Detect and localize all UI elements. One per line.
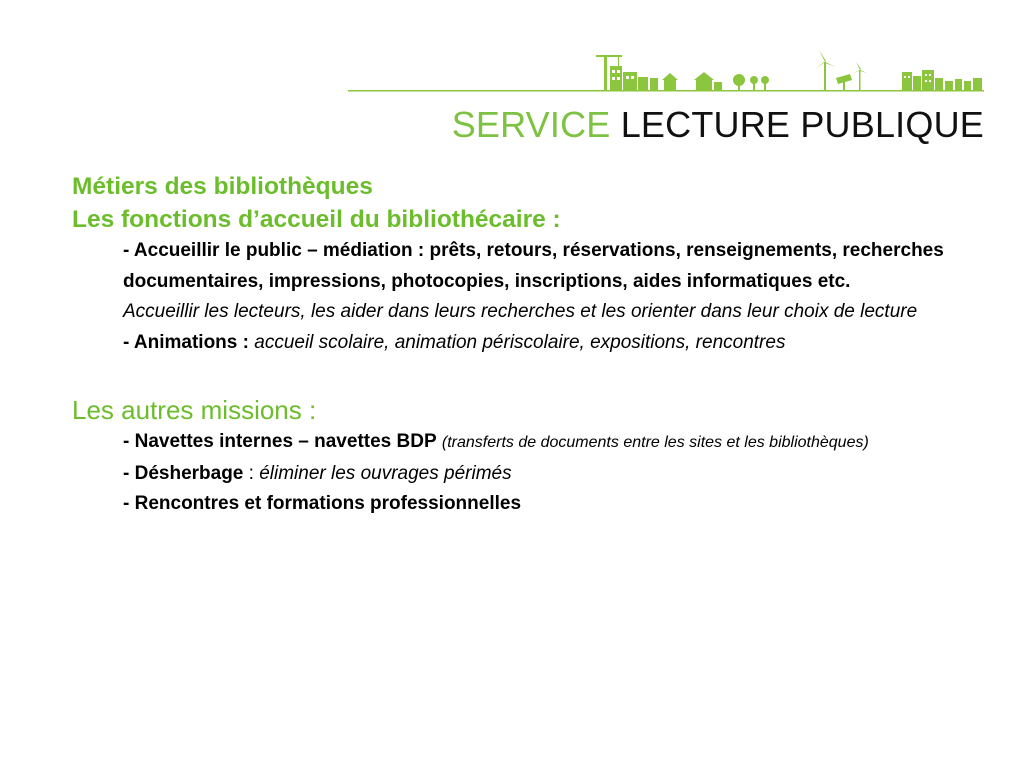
list-item-accueillir-detail: Accueillir les lecteurs, les aider dans leurs recherches et les orienter dans leur choix de lecture: [123, 301, 918, 322]
navettes-label: - Navettes internes – navettes BDP: [123, 431, 437, 452]
header-rule: [348, 90, 984, 92]
list-item-desherbage: [123, 459, 992, 490]
slide-title: [452, 104, 984, 146]
list-item-accueillir: - Accueillir le public – médiation : prêts, retours, réservations, renseignements, recherches documentaires, impressions, photocopies, inscriptions, aides informatiques etc.: [123, 240, 944, 292]
heading-autres-missions: Les autres missions :: [72, 395, 317, 425]
heading-fonctions-accueil: Les fonctions d’accueil du bibliothécaire :: [72, 206, 561, 233]
list-item-navettes: [123, 427, 992, 459]
missions-list: [123, 427, 992, 520]
navettes-note: (transferts de documents entre les sites et les bibliothèques): [441, 434, 869, 451]
slide-title-lecture-publique: LECTURE PUBLIQUE: [620, 104, 984, 145]
city-skyline-banner: [0, 0, 1024, 100]
animations-label: - Animations :: [123, 331, 249, 353]
list-item-animations: [123, 328, 992, 359]
desherbage-text: éliminer les ouvrages périmés: [259, 462, 512, 484]
accueil-list: [123, 236, 992, 358]
slide-title-service: SERVICE: [451, 104, 611, 145]
heading-metiers: Métiers des bibliothèques: [72, 173, 373, 200]
list-item-rencontres: - Rencontres et formations professionnelles: [123, 493, 522, 514]
animations-text: accueil scolaire, animation périscolaire, expositions, rencontres: [254, 331, 786, 353]
desherbage-label: - Désherbage: [123, 462, 244, 484]
slide-body: [72, 170, 992, 520]
desherbage-separator: :: [248, 462, 254, 484]
